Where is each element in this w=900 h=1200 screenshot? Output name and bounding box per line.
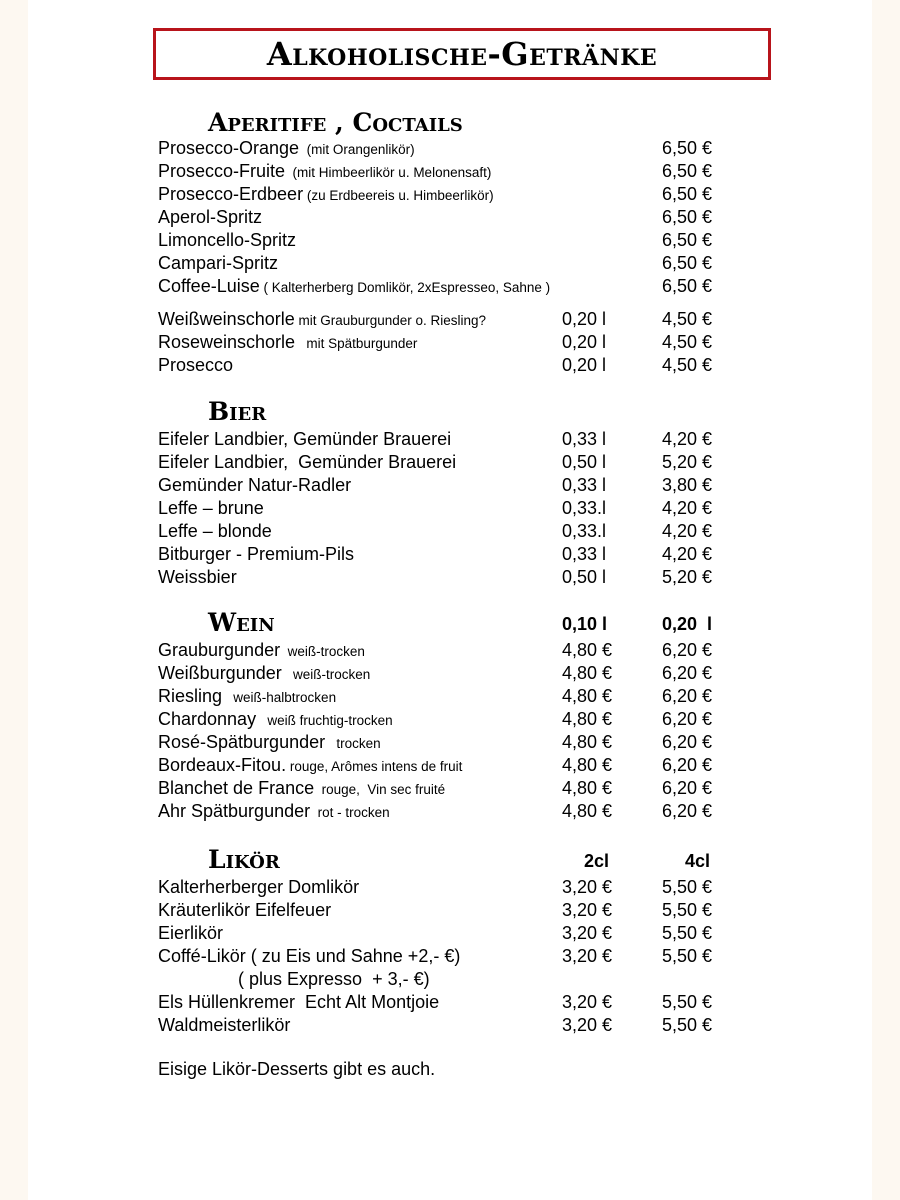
menu-item-row bbox=[158, 520, 728, 543]
menu-item-row bbox=[158, 708, 728, 731]
menu-item-row bbox=[158, 945, 728, 968]
item-name-text: Gemünder Natur-Radler bbox=[158, 475, 352, 495]
item-name-text: Bitburger - Premium-Pils bbox=[158, 544, 355, 564]
item-volume: 4,80 € bbox=[562, 709, 613, 729]
item-note: trocken bbox=[325, 736, 381, 751]
item-name bbox=[158, 566, 237, 589]
item-name bbox=[158, 543, 354, 566]
item-note: (mit Orangenlikör) bbox=[299, 142, 415, 157]
item-name bbox=[158, 183, 494, 207]
item-price: 4,20 € bbox=[662, 544, 713, 564]
item-note: (zu Erdbeereis u. Himbeerlikör) bbox=[303, 188, 494, 203]
section-heading-bier: Bier bbox=[208, 397, 267, 426]
item-name-text: Riesling bbox=[158, 686, 223, 706]
item-name-text: Weißweinschorle bbox=[158, 309, 295, 329]
menu-item-row bbox=[158, 876, 728, 899]
item-name-text: Coffé-Likör ( zu Eis und Sahne +2,- €) bbox=[158, 946, 461, 966]
item-name bbox=[158, 639, 365, 663]
item-price: 6,50 € bbox=[662, 230, 713, 250]
menu-item-row bbox=[158, 354, 728, 377]
item-name bbox=[158, 899, 331, 922]
menu-item-row bbox=[158, 474, 728, 497]
item-note: ( Kalterherberg Domlikör, 2xEspresseo, Sahne ) bbox=[259, 280, 551, 295]
item-price: 5,20 € bbox=[662, 452, 713, 472]
item-name bbox=[158, 275, 550, 299]
item-name bbox=[158, 731, 381, 755]
item-price: 6,20 € bbox=[662, 801, 713, 821]
menu-item-row bbox=[158, 183, 728, 206]
item-note: rouge, Arômes intens de fruit bbox=[286, 759, 463, 774]
item-name-text: Ahr Spätburgunder bbox=[158, 801, 311, 821]
menu-item-row bbox=[158, 428, 728, 451]
item-name-text: Campari-Spritz bbox=[158, 253, 279, 273]
item-name-text: Roseweinschorle bbox=[158, 332, 296, 352]
menu-item-row bbox=[158, 160, 728, 183]
item-volume: 0,20 l bbox=[562, 309, 607, 329]
item-note: mit Grauburgunder o. Riesling? bbox=[294, 313, 487, 328]
item-volume: 4,80 € bbox=[562, 686, 613, 706]
menu-item-row bbox=[158, 685, 728, 708]
item-name bbox=[158, 229, 296, 252]
item-price: 6,50 € bbox=[662, 207, 713, 227]
item-volume: 0,33 l bbox=[562, 544, 607, 564]
item-name bbox=[158, 520, 272, 543]
item-name bbox=[158, 991, 439, 1014]
item-price: 6,20 € bbox=[662, 709, 713, 729]
item-note: rouge, Vin sec fruité bbox=[314, 782, 446, 797]
item-name bbox=[158, 800, 390, 824]
menu-item-row bbox=[158, 777, 728, 800]
item-name-text: Coffee-Luise bbox=[158, 276, 260, 296]
item-name-text: Aperol-Spritz bbox=[158, 207, 263, 227]
item-volume: 0,33.l bbox=[562, 521, 607, 541]
item-price: 6,50 € bbox=[662, 253, 713, 273]
item-name bbox=[158, 708, 393, 732]
title-box bbox=[153, 28, 771, 80]
item-volume: 0,33 l bbox=[562, 429, 607, 449]
wein-col-small: 0,10 l bbox=[562, 614, 608, 634]
item-price: 4,50 € bbox=[662, 309, 713, 329]
footer-note: Eisige Likör-Desserts gibt es auch. bbox=[158, 1059, 436, 1079]
menu-item-row bbox=[158, 639, 728, 662]
item-name bbox=[158, 754, 462, 778]
menu-item-row bbox=[158, 991, 728, 1014]
item-name bbox=[158, 777, 445, 801]
item-name-text: Eifeler Landbier, Gemünder Brauerei bbox=[158, 429, 452, 449]
item-price: 6,20 € bbox=[662, 663, 713, 683]
item-name-text: Els Hüllenkremer Echt Alt Montjoie bbox=[158, 992, 440, 1012]
menu-item-row bbox=[158, 800, 728, 823]
menu-item-row bbox=[158, 229, 728, 252]
item-note: mit Spätburgunder bbox=[295, 336, 418, 351]
item-note: weiß-trocken bbox=[281, 667, 371, 682]
menu-item-row bbox=[158, 731, 728, 754]
item-note: rot - trocken bbox=[310, 805, 390, 820]
item-price: 4,20 € bbox=[662, 429, 713, 449]
item-volume: 3,20 € bbox=[562, 877, 613, 897]
item-volume: 4,80 € bbox=[562, 732, 613, 752]
item-name bbox=[158, 206, 262, 229]
item-name bbox=[158, 685, 336, 709]
item-name bbox=[158, 876, 359, 899]
likoer-col-small: 2cl bbox=[584, 851, 610, 871]
item-volume: 4,80 € bbox=[562, 663, 613, 683]
item-price: 4,20 € bbox=[662, 498, 713, 518]
menu-item-row bbox=[158, 922, 728, 945]
item-name-text: Kräuterlikör Eifelfeuer bbox=[158, 900, 332, 920]
item-note: weiß fruchtig-trocken bbox=[256, 713, 393, 728]
item-name-text: Bordeaux-Fitou. bbox=[158, 755, 287, 775]
item-volume: 3,20 € bbox=[562, 900, 613, 920]
item-volume: 0,33.l bbox=[562, 498, 607, 518]
item-note: weiß-trocken bbox=[280, 644, 365, 659]
item-name bbox=[158, 428, 451, 451]
item-name-text: Rosé-Spätburgunder bbox=[158, 732, 326, 752]
item-volume: 4,80 € bbox=[562, 755, 613, 775]
item-price: 6,50 € bbox=[662, 161, 713, 181]
item-note: weiß-halbtrocken bbox=[222, 690, 337, 705]
item-name-text: Prosecco-Erdbeer bbox=[158, 184, 304, 204]
item-price: 5,50 € bbox=[662, 992, 713, 1012]
item-name-text: Leffe – blonde bbox=[158, 521, 272, 541]
item-name-text: Waldmeisterlikör bbox=[158, 1015, 291, 1035]
item-price: 4,50 € bbox=[662, 355, 713, 375]
item-name-text: Weissbier bbox=[158, 567, 237, 587]
menu-item-row bbox=[158, 899, 728, 922]
section-heading-likoer: Likör bbox=[208, 845, 280, 874]
item-name bbox=[158, 308, 486, 332]
menu-item-row bbox=[158, 968, 728, 991]
section-heading-wein: Wein bbox=[208, 608, 275, 637]
menu-item-row bbox=[158, 1014, 728, 1037]
item-name bbox=[158, 922, 223, 945]
item-volume: 3,20 € bbox=[562, 1015, 613, 1035]
item-name-text: Chardonnay bbox=[158, 709, 257, 729]
item-volume: 3,20 € bbox=[562, 923, 613, 943]
item-price: 5,50 € bbox=[662, 923, 713, 943]
menu-item-row bbox=[158, 543, 728, 566]
item-name bbox=[158, 474, 351, 497]
item-price: 4,20 € bbox=[662, 521, 713, 541]
item-name-text: Blanchet de France bbox=[158, 778, 315, 798]
item-price: 6,50 € bbox=[662, 276, 713, 296]
item-name-text: Prosecco bbox=[158, 355, 234, 375]
item-name-text: Prosecco-Fruite bbox=[158, 161, 286, 181]
item-volume: 0,50 l bbox=[562, 452, 607, 472]
item-price: 6,20 € bbox=[662, 686, 713, 706]
item-volume: 0,50 l bbox=[562, 567, 607, 587]
item-price: 6,20 € bbox=[662, 755, 713, 775]
item-volume: 0,20 l bbox=[562, 355, 607, 375]
menu-item-row bbox=[158, 137, 728, 160]
menu-item-row bbox=[158, 451, 728, 474]
item-name bbox=[158, 252, 278, 275]
menu-item-row bbox=[158, 754, 728, 777]
item-name-text: Leffe – brune bbox=[158, 498, 264, 518]
likoer-col-large: 4cl bbox=[685, 851, 711, 871]
section-heading-aperitife: Aperitife , Coctails bbox=[208, 108, 463, 137]
item-volume: 4,80 € bbox=[562, 801, 613, 821]
item-price: 6,20 € bbox=[662, 640, 713, 660]
item-name bbox=[158, 662, 370, 686]
item-name-text: Weißburgunder bbox=[158, 663, 282, 683]
item-price: 5,50 € bbox=[662, 900, 713, 920]
item-note: (mit Himbeerlikör u. Melonensaft) bbox=[285, 165, 492, 180]
menu-item-row bbox=[158, 331, 728, 354]
item-name bbox=[158, 1014, 290, 1037]
item-volume: 3,20 € bbox=[562, 992, 613, 1012]
item-volume: 0,20 l bbox=[562, 332, 607, 352]
page-title: Alkoholische-Getränke bbox=[266, 35, 658, 73]
item-name bbox=[158, 945, 460, 968]
item-price: 5,50 € bbox=[662, 877, 713, 897]
item-name-text: Kalterherberger Domlikör bbox=[158, 877, 360, 897]
item-name bbox=[158, 354, 233, 377]
item-price: 5,50 € bbox=[662, 1015, 713, 1035]
item-volume: 4,80 € bbox=[562, 640, 613, 660]
menu-item-row bbox=[158, 206, 728, 229]
item-price: 4,50 € bbox=[662, 332, 713, 352]
menu-item-row bbox=[158, 662, 728, 685]
item-name bbox=[158, 137, 415, 161]
item-name bbox=[158, 451, 456, 474]
item-name bbox=[158, 160, 491, 184]
menu-item-row bbox=[158, 566, 728, 589]
item-name-text: Eifeler Landbier, Gemünder Brauerei bbox=[158, 452, 457, 472]
item-price: 3,80 € bbox=[662, 475, 713, 495]
item-volume: 0,33 l bbox=[562, 475, 607, 495]
item-price: 6,20 € bbox=[662, 732, 713, 752]
item-price: 6,20 € bbox=[662, 778, 713, 798]
menu-item-row bbox=[158, 275, 728, 298]
item-volume: 4,80 € bbox=[562, 778, 613, 798]
menu-item-row bbox=[158, 252, 728, 275]
item-name-text: Grauburgunder bbox=[158, 640, 281, 660]
menu-item-row bbox=[158, 308, 728, 331]
item-volume: 3,20 € bbox=[562, 946, 613, 966]
menu-item-row bbox=[158, 497, 728, 520]
item-name bbox=[158, 968, 430, 991]
item-price: 5,20 € bbox=[662, 567, 713, 587]
item-name-text: Eierlikör bbox=[158, 923, 224, 943]
item-price: 6,50 € bbox=[662, 184, 713, 204]
item-name bbox=[158, 497, 264, 520]
item-price: 6,50 € bbox=[662, 138, 713, 158]
item-name bbox=[158, 331, 417, 355]
item-price: 5,50 € bbox=[662, 946, 713, 966]
wein-col-large: 0,20 l bbox=[662, 614, 713, 634]
item-name-text: Limoncello-Spritz bbox=[158, 230, 297, 250]
item-name-text: ( plus Expresso + 3,- €) bbox=[158, 969, 430, 989]
item-name-text: Prosecco-Orange bbox=[158, 138, 300, 158]
